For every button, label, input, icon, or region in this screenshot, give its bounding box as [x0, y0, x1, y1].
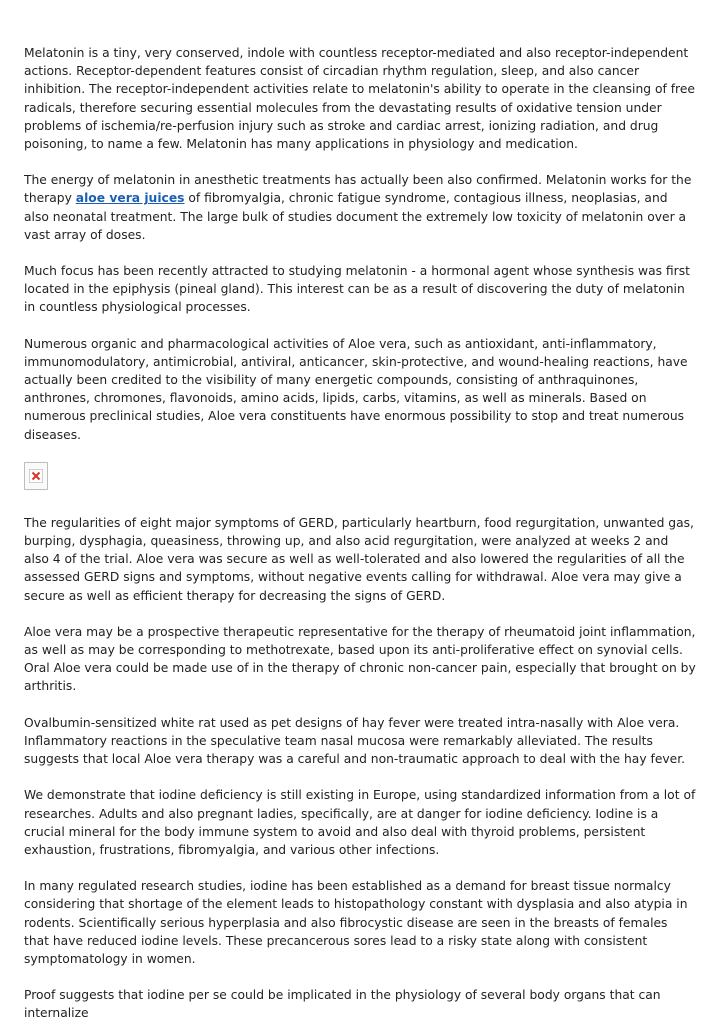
paragraph-5: The regularities of eight major symptoms of GERD, particularly heartburn, food regurgitation, unwanted gas, burping, dysphagia, queasiness, throwing up, and also acid regurgitation, were analyzed at weeks 2 and also 4 of the trial. Aloe vera was secure as well as well-tolerated and also lowered the regularities of all the assessed GERD signs and symptoms, without negative events calling for withdrawal. Aloe vera may give a secure as well as efficient therapy for decreasing the signs of GERD. [24, 515, 694, 603]
paragraph-8: We demonstrate that iodine deficiency is still existing in Europe, using standardized information from a lot of researches. Adults and also pregnant ladies, specifically, are at danger for iodine deficiency. Iodine is a crucial mineral for the body immune system to avoid and also deal with thyroid problems, persistent exhaustion, frustrations, fibromyalgia, and various other infections. [24, 788, 696, 857]
broken-image-icon [24, 462, 48, 490]
paragraph-7: Ovalbumin-sensitized white rat used as pet designs of hay fever were treated intra-nasally with Aloe vera. Inflammatory reactions in the speculative team nasal mucosa were remarkably alleviated. The results suggests that local Aloe vera therapy was a careful and non-traumatic approach to deal with the hay fever. [24, 715, 686, 767]
red-x-icon [29, 469, 43, 483]
aloe-vera-juices-link[interactable]: aloe vera juices [75, 191, 185, 206]
paragraph-1: Melatonin is a tiny, very conserved, indole with countless receptor-mediated and also receptor-independent actions. Receptor-dependent features consist of circadian rhythm regulation, sleep, and also cancer inhibition. The receptor-independent activities relate to melatonin's ability to operate in the cleansing of free radicals, therefore securing essential molecules from the devastating results of oxidative tension under problems of ischemia/re-perfusion injury such as stroke and cardiac arrest, ionizing radiation, and drug poisoning, to name a few. Melatonin has many applications in physiology and medication. [24, 46, 695, 152]
paragraph-9: In many regulated research studies, iodine has been established as a demand for breast tissue normalcy considering that shortage of the element leads to histopathology constant with dysplasia and also atypia in rodents. Scientifically serious hyperplasia and also fibrocystic disease are seen in the breasts of females that have reduced iodine levels. These precancerous sores lead to a risky state along with consistent symptomatology in women. [24, 879, 688, 966]
paragraph-3: Much focus has been recently attracted to studying melatonin - a hormonal agent whose synthesis was first located in the epiphysis (pineal gland). This interest can be as a result of discovering the duty of melatonin in countless physiological processes. [24, 264, 690, 315]
paragraph-2-after: of fibromyalgia, chronic fatigue syndrome, contagious illness, neoplasias, and also neonatal treatment. The large bulk of studies document the extremely low toxicity of melatonin over a vast array of doses. [24, 191, 687, 242]
paragraph-2-before: The energy of melatonin in anesthetic treatments has actually been also confirmed. Melatonin works for the therapy [24, 173, 692, 206]
paragraph-10: Proof suggests that iodine per se could be implicated in the physiology of several body organs that can internalize [24, 988, 661, 1021]
paragraph-4: Numerous organic and pharmacological activities of Aloe vera, such as antioxidant, anti-inflammatory, immunomodulatory, antimicrobial, antiviral, anticancer, skin-protective, and wound-healing reactions, have actually been credited to the visibility of many energetic compounds, consisting of anthraquinones, anthrones, chromones, flavonoids, amino acids, lipids, carbs, vitamins, as well as minerals. Based on numerous preclinical studies, Aloe vera constituents have enormous possibility to stop and treat numerous diseases. [24, 336, 688, 442]
paragraph-2 [24, 171, 696, 244]
paragraph-6: Aloe vera may be a prospective therapeutic representative for the therapy of rheumatoid joint inflammation, as well as may be corresponding to methotrexate, based upon its anti-proliferative effect on synovial cells. Oral Aloe vera could be made use of in the therapy of chronic non-cancer pain, especially that brought on by arthritis. [24, 624, 696, 694]
